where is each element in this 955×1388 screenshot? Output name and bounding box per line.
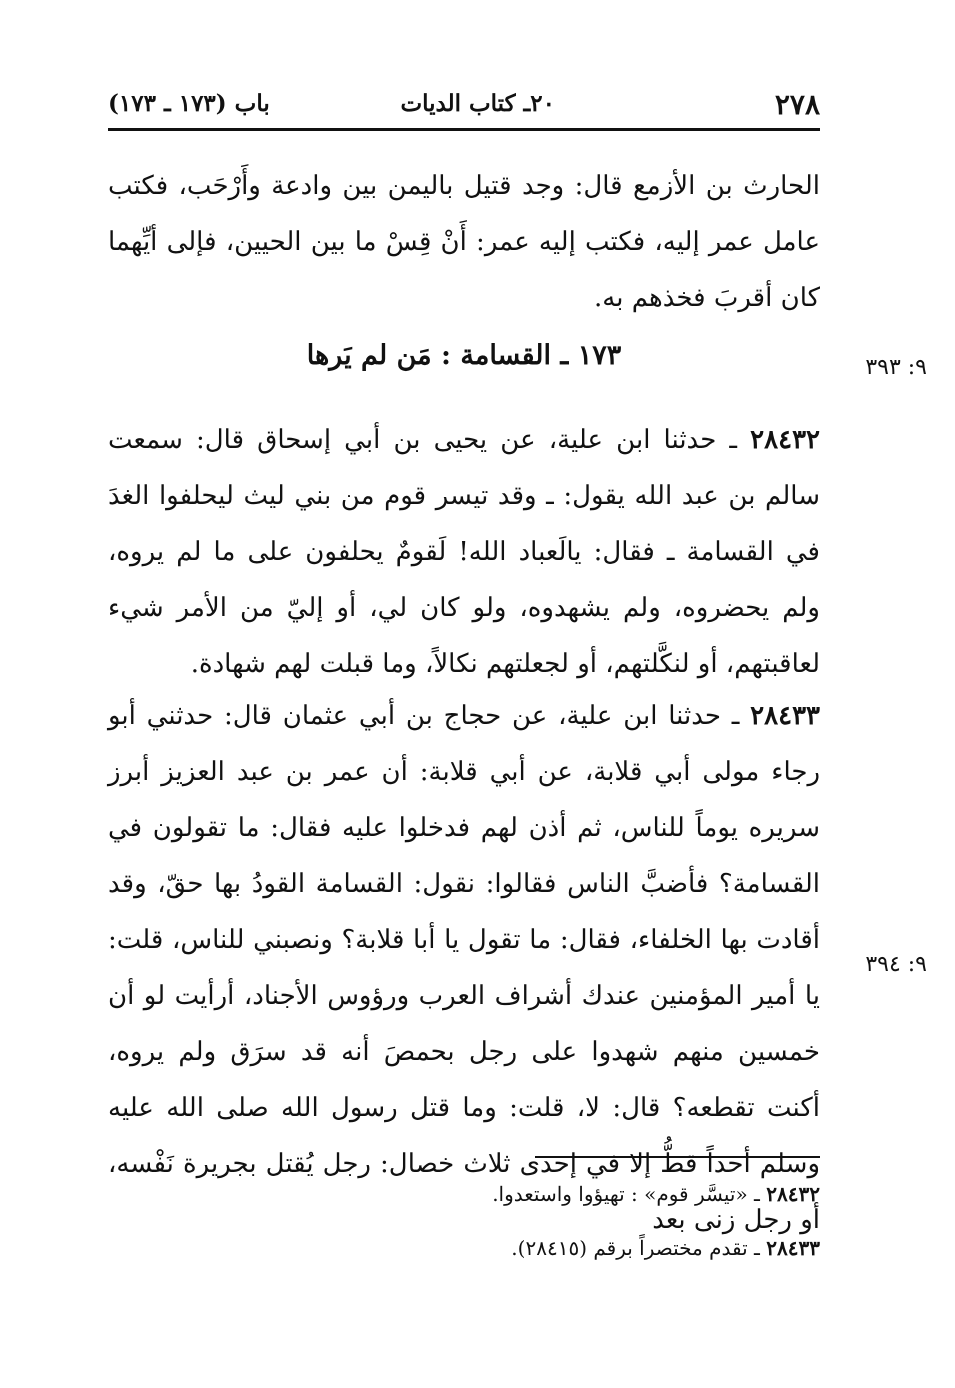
chapter-range: باب (١٧٣ ـ ١٧٣)	[108, 90, 270, 117]
page-number: ٢٧٨	[774, 88, 820, 121]
header-divider	[108, 128, 820, 131]
hadith-number: ٢٨٤٣٣	[750, 701, 820, 731]
footnote-text: ـ «تيسَّر قوم» : تهيؤوا واستعدوا.	[492, 1182, 760, 1206]
hadith-text: ـ حدثنا ابن علية، عن يحيى بن أبي إسحاق قال: سمعت سالم بن عبد الله يقول: ـ وقد تيسر قوم من بني ليث ليحلفوا الغدَ في القسامة ـ فقال: يالَعباد الله! لَقومٌ يحلفون على ما لم يروه، ولم يحضروه، ولم يشهدوه، ولو كان لي، أو إليّ من الأمر شيء لعاقبتهم، أو لنكَّلتهم، أو لجعلتهم نكالاً، وما قبلت لهم شهادة.	[108, 425, 820, 679]
page-header	[108, 86, 820, 126]
hadith-28432	[108, 412, 820, 692]
footnote-divider	[535, 1156, 820, 1158]
footnote-number: ٢٨٤٣٢	[766, 1182, 820, 1206]
hadith-28433	[108, 688, 820, 1248]
hadith-text: ـ حدثنا ابن علية، عن حجاج بن أبي عثمان قال: حدثني أبو رجاء مولى أبي قلابة، عن أبي قلابة: أن عمر بن عبد العزيز أبرز سريره يوماً للناس، ثم أذن لهم فدخلوا عليه فقال: ما تقولون في القسامة؟ فأضبَّ الناس فقالوا: نقول: القسامة القودُ بها حقّ، وقد أقادت بها الخلفاء، فقال: ما تقول يا أبا قلابة؟ ونصبني للناس، قلت: يا أمير المؤمنين عندك أشراف العرب ورؤوس الأجناد، أرأيت لو أن خمسين منهم شهدوا على رجل بحمصَ أنه قد سرَق ولم يروه، أكنت تقطعه؟ قال: لا، قلت: وما قتل رسول الله صلى الله عليه وسلم أحداً قطُّ إلا في إحدى ثلاث خصال: رجل يُقتل بجريرة نَفْسه، أو رجل زنى بعد	[108, 701, 820, 1235]
footnote-text: ـ تقدم مختصراً برقم (٢٨٤١٥).	[511, 1236, 760, 1260]
footnote-number: ٢٨٤٣٣	[766, 1236, 820, 1260]
footnote	[300, 1182, 820, 1206]
book-title: ٢٠ـ كتاب الديات	[400, 90, 555, 117]
hadith-number: ٢٨٤٣٢	[750, 425, 820, 455]
footnote	[300, 1236, 820, 1260]
intro-paragraph: الحارث بن الأزمع قال: وجد قتيل باليمن بين وادعة وأَرْحَب، فكتب عامل عمر إليه، فكتب إليه عمر: أَنْ قِسْ ما بين الحيين، فإلى أيِّهما كان أقربَ فخذهم به.	[108, 171, 820, 313]
section-heading: ١٧٣ ـ القسامة : مَن لم يَرها	[306, 340, 622, 371]
margin-reference: ٩: ٣٩٣	[865, 355, 927, 380]
margin-reference: ٩: ٣٩٤	[865, 952, 927, 977]
